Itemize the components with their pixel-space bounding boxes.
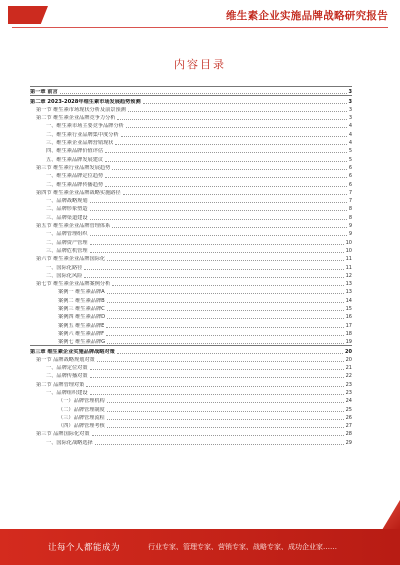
toc-entry-page: 15 <box>345 306 352 313</box>
toc-leader-dots <box>105 152 347 153</box>
toc-entry-title: 案例四 维生素品牌D <box>58 314 106 321</box>
toc-entry-page: 6 <box>348 181 352 188</box>
toc-leader-dots <box>60 93 347 94</box>
toc-entry[interactable] <box>30 179 352 187</box>
toc-entry[interactable] <box>30 246 352 254</box>
toc-entry-page: 18 <box>345 330 352 337</box>
toc-entry[interactable] <box>30 154 352 162</box>
toc-entry-page: 4 <box>348 131 352 138</box>
toc-entry-title: 三、品牌危机管理 <box>46 247 88 254</box>
toc-entry[interactable] <box>30 388 352 396</box>
toc-leader-dots <box>107 318 343 319</box>
toc-leader-dots <box>107 293 344 294</box>
table-of-contents <box>30 86 352 446</box>
toc-entry[interactable] <box>30 363 352 371</box>
toc-entry-page: 7 <box>348 189 352 196</box>
toc-leader-dots <box>90 235 347 236</box>
toc-entry-page: 7 <box>348 198 352 205</box>
toc-entry[interactable] <box>30 371 352 379</box>
toc-entry[interactable] <box>30 188 352 196</box>
toc-entry-title: 五、维生素品牌发展建议 <box>46 156 104 163</box>
toc-leader-dots <box>107 310 344 311</box>
toc-entry-title: （一）品牌管理机构 <box>58 398 105 405</box>
toc-entry[interactable] <box>30 345 352 354</box>
toc-entry[interactable] <box>30 312 352 320</box>
toc-entry-page: 3 <box>348 106 352 113</box>
toc-entry-title: 第三节 品牌国际化对策 <box>36 431 90 438</box>
toc-entry[interactable] <box>30 237 352 245</box>
toc-leader-dots <box>105 177 347 178</box>
toc-entry[interactable] <box>30 221 352 229</box>
toc-entry[interactable] <box>30 254 352 262</box>
toc-entry[interactable] <box>30 413 352 421</box>
toc-entry-title: 第一节 维生素市场现状分析及前景预测 <box>36 106 126 113</box>
toc-entry-page: 4 <box>348 123 352 130</box>
toc-leader-dots <box>143 103 347 104</box>
toc-entry-title: 案例六 维生素品牌F <box>58 330 105 337</box>
toc-entry[interactable] <box>30 196 352 204</box>
toc-entry-page: 6 <box>348 164 352 171</box>
toc-leader-dots <box>112 227 347 228</box>
toc-leader-dots <box>90 394 344 395</box>
toc-entry-title: 一、国际化战略选择 <box>46 439 93 446</box>
toc-entry-page: 13 <box>345 281 352 288</box>
toc-entry[interactable] <box>30 329 352 337</box>
toc-entry-page: 20 <box>345 348 352 355</box>
toc-entry-page: 28 <box>345 431 352 438</box>
toc-entry-title: 第三节 维生素行业品牌发展趋势 <box>36 164 111 171</box>
toc-entry-page: 19 <box>345 339 352 346</box>
toc-entry[interactable] <box>30 146 352 154</box>
toc-leader-dots <box>107 411 344 412</box>
toc-entry-page: 14 <box>345 297 352 304</box>
toc-entry-title: 四、维生素品牌价值评估 <box>46 148 104 155</box>
toc-entry-title: 一、品牌组织建设 <box>46 389 88 396</box>
toc-entry-page: 3 <box>348 98 352 105</box>
toc-entry-page: 27 <box>345 423 352 430</box>
toc-entry[interactable] <box>30 105 352 113</box>
toc-entry-title: 第二节 品牌管理对策 <box>36 381 85 388</box>
toc-leader-dots <box>121 136 347 137</box>
toc-entry[interactable] <box>30 287 352 295</box>
toc-entry-page: 10 <box>345 247 352 254</box>
toc-leader-dots <box>126 127 347 128</box>
toc-entry[interactable] <box>30 271 352 279</box>
toc-entry-title: 一、维生素品牌定位趋势 <box>46 173 104 180</box>
toc-leader-dots <box>90 244 344 245</box>
toc-leader-dots <box>117 353 343 354</box>
toc-entry-title: 第二节 维生素企业品牌竞争力分析 <box>36 115 116 122</box>
page-header <box>0 0 400 32</box>
toc-entry-title: 二、品牌传播对策 <box>46 373 88 380</box>
toc-entry[interactable] <box>30 404 352 412</box>
toc-leader-dots <box>84 277 343 278</box>
toc-leader-dots <box>128 111 347 112</box>
toc-entry-page: 23 <box>345 381 352 388</box>
toc-leader-dots <box>90 252 344 253</box>
toc-entry-title: （三）品牌管理流程 <box>58 414 105 421</box>
toc-entry-page: 20 <box>345 356 352 363</box>
toc-leader-dots <box>86 386 343 387</box>
toc-leader-dots <box>95 444 344 445</box>
toc-entry-page: 12 <box>345 272 352 279</box>
toc-leader-dots <box>90 210 347 211</box>
toc-entry-title: 案例三 维生素品牌C <box>58 306 105 313</box>
toc-entry-title: （二）品牌管理制度 <box>58 406 105 413</box>
toc-entry-title: 二、品牌资产管理 <box>46 239 88 246</box>
toc-entry-title: 第六节 维生素企业品牌国际化 <box>36 256 106 263</box>
toc-leader-dots <box>115 144 346 145</box>
toc-entry-page: 10 <box>345 239 352 246</box>
toc-entry-page: 29 <box>345 439 352 446</box>
toc-leader-dots <box>117 119 346 120</box>
toc-entry-page: 11 <box>345 264 352 271</box>
toc-entry-page: 25 <box>345 406 352 413</box>
toc-leader-dots <box>90 377 344 378</box>
toc-leader-dots <box>107 419 344 420</box>
toc-entry[interactable] <box>30 304 352 312</box>
toc-entry-title: 一、品牌战略规划 <box>46 198 88 205</box>
toc-entry-title: 二、维生素行业品牌集中度分析 <box>46 131 119 138</box>
toc-entry-page: 3 <box>348 115 352 122</box>
toc-entry-title: （四）品牌管理考核 <box>58 423 105 430</box>
toc-entry-page: 8 <box>348 214 352 221</box>
toc-entry[interactable] <box>30 86 352 95</box>
toc-entry[interactable] <box>30 171 352 179</box>
toc-leader-dots <box>112 169 347 170</box>
toc-entry[interactable] <box>30 229 352 237</box>
toc-entry-title: 二、品牌形象塑造 <box>46 206 88 213</box>
toc-entry-title: 案例二 维生素品牌B <box>58 297 105 304</box>
toc-heading: 内容目录 <box>174 58 226 71</box>
toc-entry-page: 24 <box>345 398 352 405</box>
toc-entry[interactable] <box>30 121 352 129</box>
toc-entry[interactable] <box>30 437 352 445</box>
toc-leader-dots <box>106 335 343 336</box>
toc-leader-dots <box>107 260 344 261</box>
toc-entry-title: 一、国际化路径 <box>46 264 83 271</box>
header-divider <box>12 27 388 28</box>
toc-entry-page: 3 <box>348 89 352 96</box>
toc-leader-dots <box>107 343 343 344</box>
toc-entry-page: 8 <box>348 206 352 213</box>
toc-entry-page: 9 <box>348 223 352 230</box>
toc-leader-dots <box>84 269 343 270</box>
toc-leader-dots <box>106 327 343 328</box>
toc-entry[interactable] <box>30 95 352 104</box>
toc-entry-page: 21 <box>345 365 352 372</box>
toc-leader-dots <box>90 369 344 370</box>
toc-entry[interactable] <box>30 212 352 220</box>
footer-slogan: 让每个人都能成为 <box>48 543 121 553</box>
toc-entry-page: 11 <box>345 256 352 263</box>
toc-entry-page: 17 <box>345 322 352 329</box>
toc-entry-page: 9 <box>348 231 352 238</box>
toc-entry-page: 5 <box>348 156 352 163</box>
toc-entry-page: 4 <box>348 140 352 147</box>
toc-entry-page: 16 <box>345 314 352 321</box>
toc-leader-dots <box>105 186 347 187</box>
toc-entry-page: 5 <box>348 148 352 155</box>
toc-entry-title: 第三章 维生素企业实施品牌战略对策 <box>30 348 115 355</box>
toc-leader-dots <box>92 435 344 436</box>
toc-entry-title: 一、品牌定位对策 <box>46 365 88 372</box>
toc-leader-dots <box>107 402 344 403</box>
toc-entry-title: 一、品牌管理组织 <box>46 231 88 238</box>
toc-entry-page: 13 <box>345 289 352 296</box>
toc-entry-title: 二、维生素品牌传播趋势 <box>46 181 104 188</box>
toc-entry[interactable] <box>30 320 352 328</box>
toc-entry-page: 23 <box>345 389 352 396</box>
toc-leader-dots <box>107 302 344 303</box>
toc-entry[interactable] <box>30 279 352 287</box>
toc-entry[interactable] <box>30 204 352 212</box>
toc-entry-title: 案例七 维生素品牌G <box>58 339 106 346</box>
toc-entry-title: 案例一 维生素品牌A <box>58 289 105 296</box>
toc-entry-page: 22 <box>345 373 352 380</box>
toc-entry-title: 第一章 前言 <box>30 89 58 96</box>
toc-entry[interactable] <box>30 421 352 429</box>
page-footer <box>0 529 400 565</box>
toc-entry[interactable] <box>30 429 352 437</box>
toc-entry[interactable] <box>30 262 352 270</box>
toc-leader-dots <box>97 361 344 362</box>
toc-leader-dots <box>123 194 347 195</box>
toc-leader-dots <box>107 427 344 428</box>
toc-entry[interactable] <box>30 396 352 404</box>
toc-leader-dots <box>90 219 347 220</box>
brand-logo <box>8 6 48 24</box>
toc-entry-page: 6 <box>348 173 352 180</box>
toc-entry-title: 第四节 维生素企业品牌战略实施路径 <box>36 189 121 196</box>
toc-leader-dots <box>90 202 347 203</box>
toc-entry[interactable] <box>30 355 352 363</box>
decorative-corner <box>382 500 400 530</box>
report-title: 维生素企业实施品牌战略研究报告 <box>226 10 388 22</box>
toc-entry-title: 第二章 2023-2028年维生素市场发展趋势预测 <box>30 98 141 105</box>
toc-leader-dots <box>105 161 347 162</box>
toc-entry-title: 一、维生素市场主要竞争品牌分析 <box>46 123 124 130</box>
toc-entry[interactable] <box>30 337 352 345</box>
toc-entry[interactable] <box>30 379 352 387</box>
toc-entry-title: 第七节 维生素企业品牌案例分析 <box>36 281 111 288</box>
toc-entry-page: 26 <box>345 414 352 421</box>
toc-entry-title: 第五节 维生素企业品牌管理体系 <box>36 223 111 230</box>
footer-tagline: 行业专家、管理专家、营销专家、战略专家、成功企业家…… <box>148 543 337 551</box>
toc-entry[interactable] <box>30 138 352 146</box>
toc-entry-title: 案例五 维生素品牌E <box>58 322 105 329</box>
toc-entry[interactable] <box>30 113 352 121</box>
toc-entry-title: 第一节 品牌战略规划对策 <box>36 356 95 363</box>
toc-entry-title: 三、品牌渠道建设 <box>46 214 88 221</box>
toc-entry[interactable] <box>30 163 352 171</box>
toc-leader-dots <box>112 285 343 286</box>
toc-entry-title: 三、维生素企业品牌营销现状 <box>46 140 114 147</box>
toc-entry[interactable] <box>30 129 352 137</box>
toc-entry[interactable] <box>30 295 352 303</box>
toc-entry-title: 二、国际化风险 <box>46 272 83 279</box>
